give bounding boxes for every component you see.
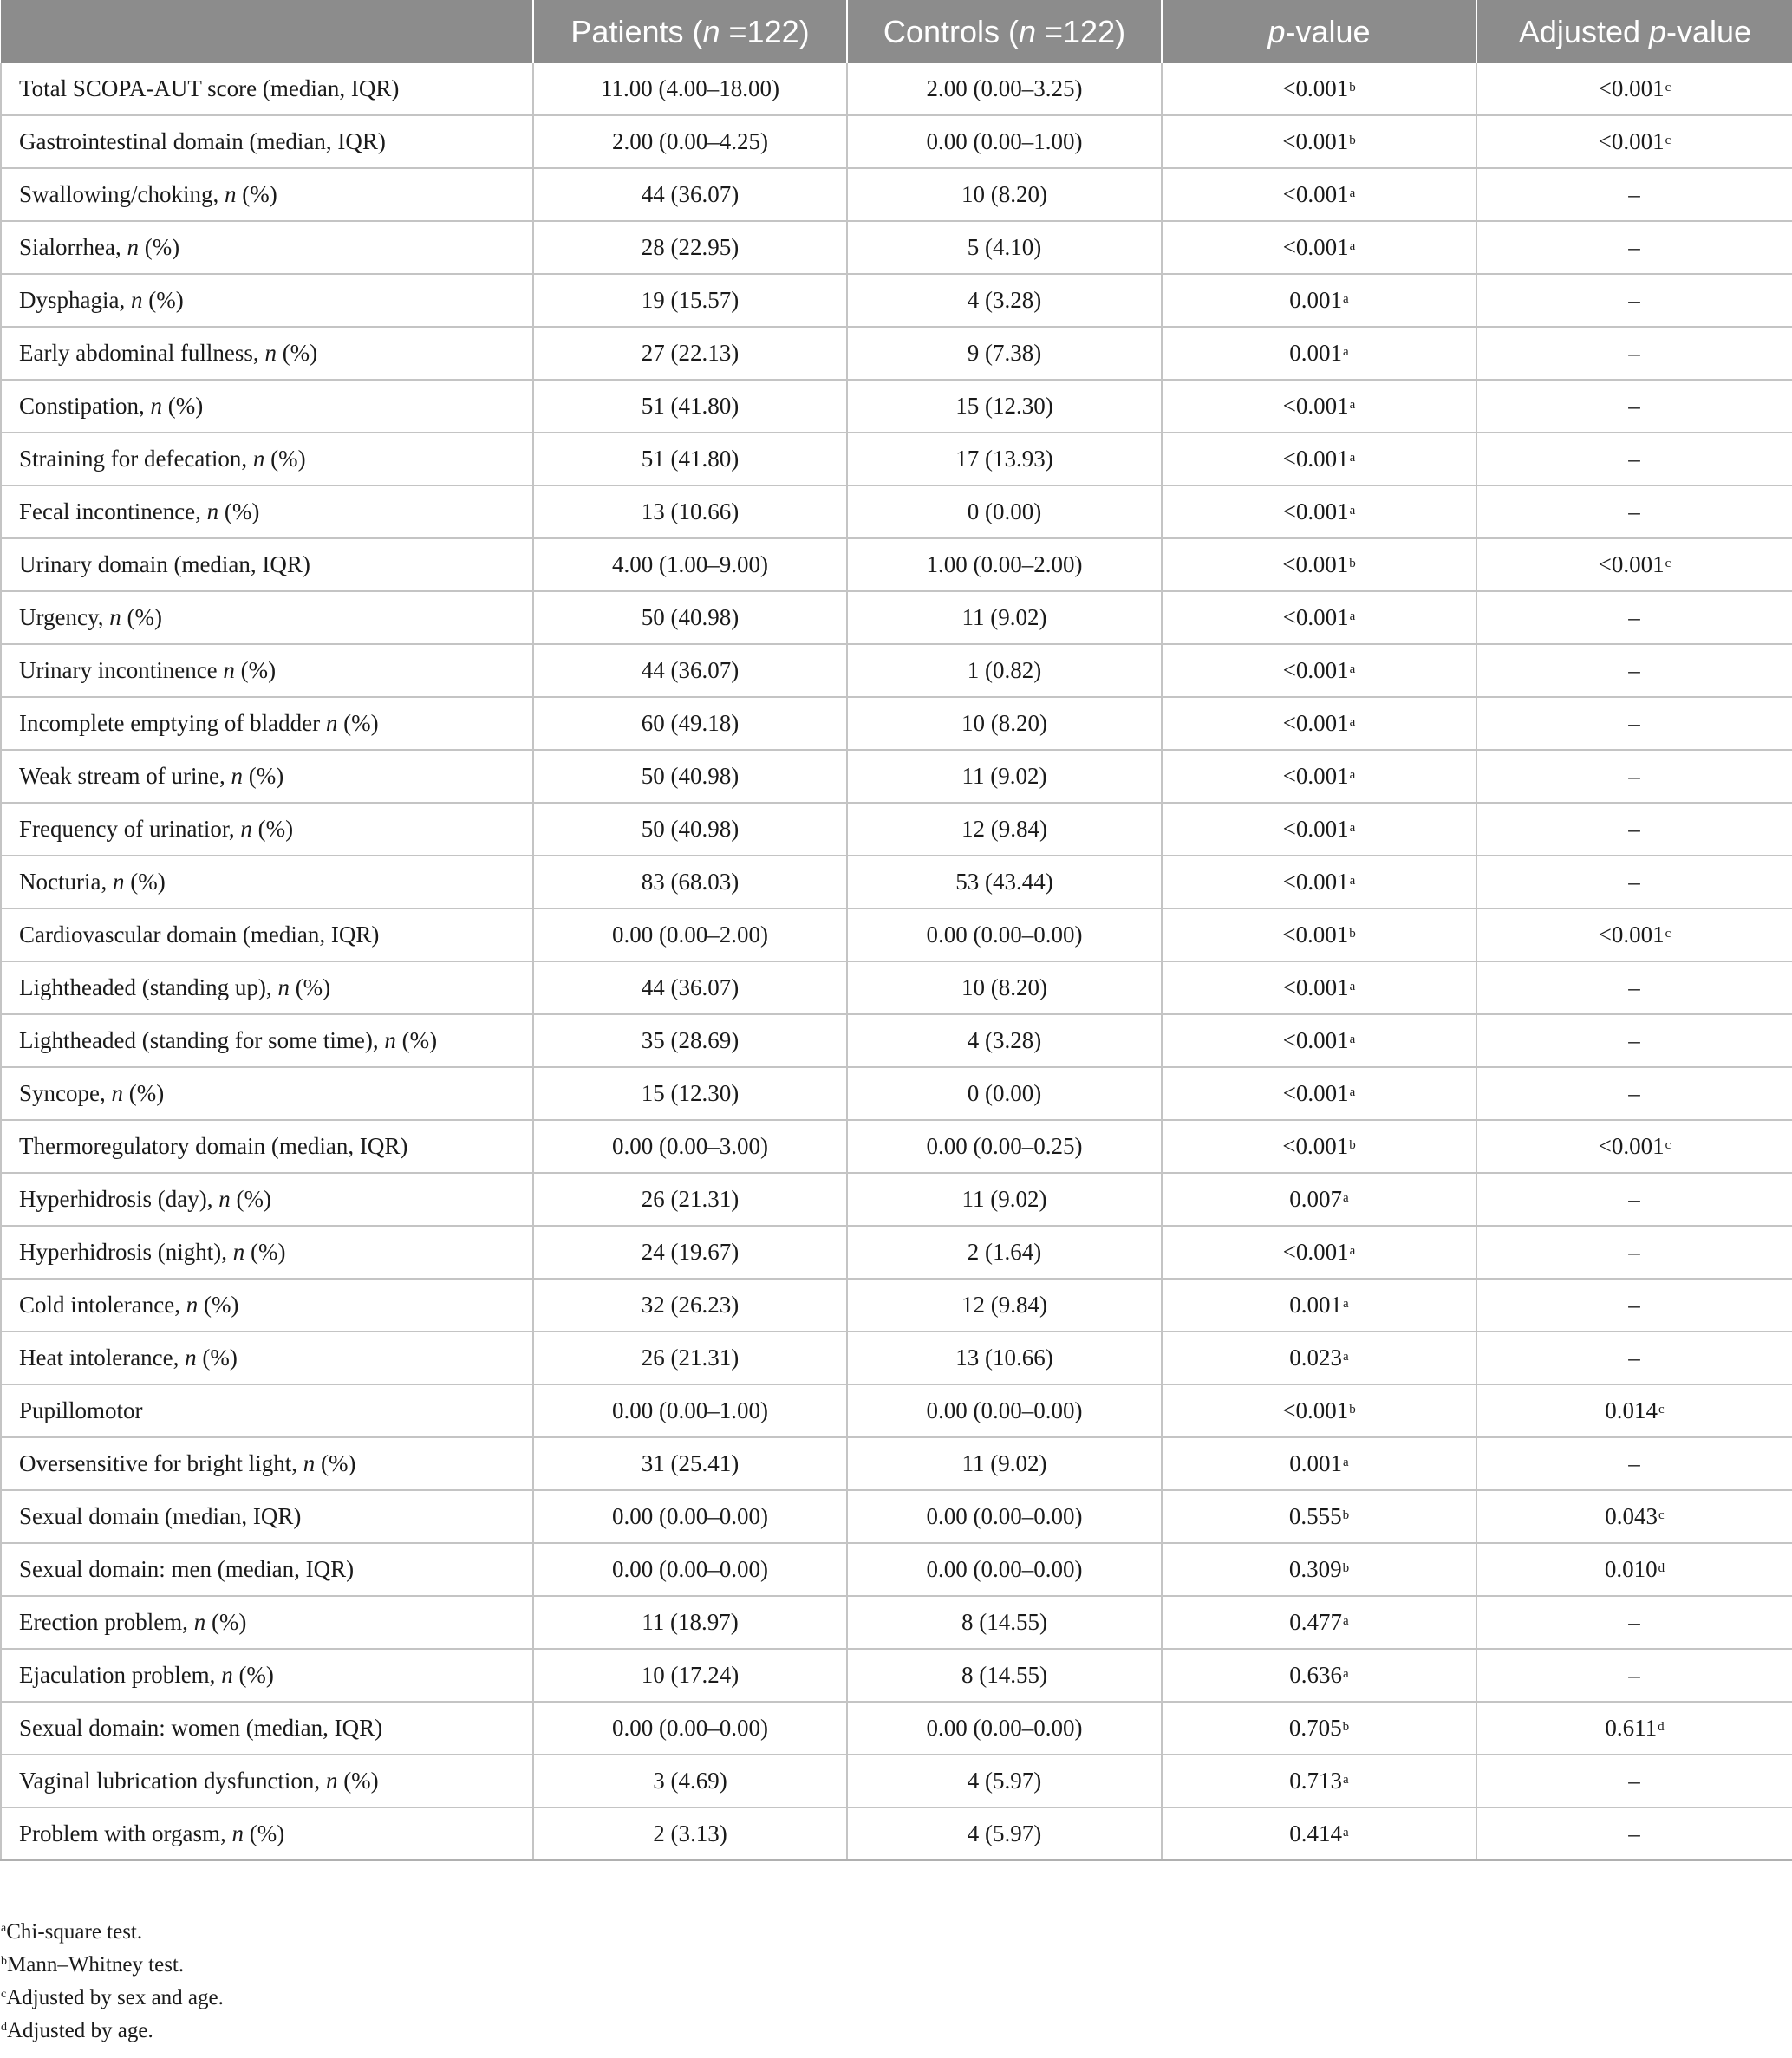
controls-value: 12 (9.84): [847, 1279, 1162, 1332]
adjusted-p-value: –: [1476, 1649, 1792, 1702]
adjusted-p-value: 0.043$^c$: [1476, 1490, 1792, 1543]
controls-value: 0.00 (0.00–0.25): [847, 1120, 1162, 1173]
table-row: [1, 1226, 1792, 1279]
controls-value: 2 (1.64): [847, 1226, 1162, 1279]
patients-value: 26 (21.31): [533, 1332, 847, 1384]
header-adjusted-p-value: Adjusted p-value: [1476, 0, 1792, 63]
adjusted-p-value: –: [1476, 856, 1792, 909]
p-value: 0.713$^a$: [1162, 1755, 1476, 1807]
p-value: 0.414$^a$: [1162, 1807, 1476, 1860]
p-value: <0.001$^b$: [1162, 115, 1476, 168]
patients-value: 51 (41.80): [533, 433, 847, 485]
patients-value: 15 (12.30): [533, 1067, 847, 1120]
controls-value: 0.00 (0.00–1.00): [847, 115, 1162, 168]
table-row: [1, 1807, 1792, 1860]
footnote: $^d$Adjusted by age.: [1, 2019, 153, 2042]
row-label: Hyperhidrosis (night), n (%): [1, 1226, 533, 1279]
adjusted-p-value: –: [1476, 327, 1792, 380]
p-value: <0.001$^a$: [1162, 1014, 1476, 1067]
row-label: Total SCOPA-AUT score (median, IQR): [1, 63, 533, 115]
row-label: Early abdominal fullness, n (%): [1, 327, 533, 380]
table-row: [1, 909, 1792, 961]
patients-value: 0.00 (0.00–0.00): [533, 1490, 847, 1543]
row-label: Cardiovascular domain (median, IQR): [1, 909, 533, 961]
table-row: [1, 63, 1792, 115]
patients-value: 4.00 (1.00–9.00): [533, 538, 847, 591]
patients-value: 0.00 (0.00–1.00): [533, 1384, 847, 1437]
adjusted-p-value: –: [1476, 1596, 1792, 1649]
controls-value: 4 (5.97): [847, 1807, 1162, 1860]
p-value: 0.309$^b$: [1162, 1543, 1476, 1596]
table-row: [1, 1490, 1792, 1543]
p-value: 0.001$^a$: [1162, 274, 1476, 327]
table-row: [1, 856, 1792, 909]
patients-value: 50 (40.98): [533, 591, 847, 644]
header-patients: Patients (n =122): [533, 0, 847, 63]
controls-value: 0.00 (0.00–0.00): [847, 1384, 1162, 1437]
table-row: [1, 327, 1792, 380]
table-row: [1, 697, 1792, 750]
p-value: <0.001$^a$: [1162, 856, 1476, 909]
controls-value: 0 (0.00): [847, 485, 1162, 538]
controls-value: 12 (9.84): [847, 803, 1162, 856]
controls-value: 8 (14.55): [847, 1596, 1162, 1649]
p-value: <0.001$^b$: [1162, 1384, 1476, 1437]
row-label: Urinary domain (median, IQR): [1, 538, 533, 591]
p-value: <0.001$^a$: [1162, 433, 1476, 485]
controls-value: 17 (13.93): [847, 433, 1162, 485]
patients-value: 11.00 (4.00–18.00): [533, 63, 847, 115]
patients-value: 26 (21.31): [533, 1173, 847, 1226]
p-value: <0.001$^a$: [1162, 380, 1476, 433]
table-row: [1, 1437, 1792, 1490]
table-row: [1, 1596, 1792, 1649]
controls-value: 1 (0.82): [847, 644, 1162, 697]
row-label: Swallowing/choking, n (%): [1, 168, 533, 221]
controls-value: 9 (7.38): [847, 327, 1162, 380]
p-value: 0.705$^b$: [1162, 1702, 1476, 1755]
table-row: [1, 803, 1792, 856]
patients-value: 10 (17.24): [533, 1649, 847, 1702]
patients-value: 83 (68.03): [533, 856, 847, 909]
controls-value: 0.00 (0.00–0.00): [847, 1702, 1162, 1755]
p-value: <0.001$^b$: [1162, 909, 1476, 961]
controls-value: 0.00 (0.00–0.00): [847, 909, 1162, 961]
controls-value: 8 (14.55): [847, 1649, 1162, 1702]
row-label: Weak stream of urine, n (%): [1, 750, 533, 803]
controls-value: 11 (9.02): [847, 1173, 1162, 1226]
patients-value: 28 (22.95): [533, 221, 847, 274]
header-label-col: [1, 0, 533, 63]
table-row: [1, 115, 1792, 168]
adjusted-p-value: –: [1476, 380, 1792, 433]
row-label: Problem with orgasm, n (%): [1, 1807, 533, 1860]
controls-value: 53 (43.44): [847, 856, 1162, 909]
table-row: [1, 1649, 1792, 1702]
row-label: Thermoregulatory domain (median, IQR): [1, 1120, 533, 1173]
row-label: Sexual domain: men (median, IQR): [1, 1543, 533, 1596]
p-value: <0.001$^a$: [1162, 961, 1476, 1014]
p-value: 0.555$^b$: [1162, 1490, 1476, 1543]
table-row: [1, 644, 1792, 697]
p-value: <0.001$^a$: [1162, 591, 1476, 644]
row-label: Gastrointestinal domain (median, IQR): [1, 115, 533, 168]
p-value: <0.001$^b$: [1162, 538, 1476, 591]
table-row: [1, 1543, 1792, 1596]
row-label: Sexual domain (median, IQR): [1, 1490, 533, 1543]
row-label: Oversensitive for bright light, n (%): [1, 1437, 533, 1490]
header-p-value: p-value: [1162, 0, 1476, 63]
p-value: 0.636$^a$: [1162, 1649, 1476, 1702]
adjusted-p-value: –: [1476, 1332, 1792, 1384]
p-value: <0.001$^a$: [1162, 750, 1476, 803]
patients-value: 44 (36.07): [533, 168, 847, 221]
row-label: Incomplete emptying of bladder n (%): [1, 697, 533, 750]
table-row: [1, 1173, 1792, 1226]
table-row: [1, 1014, 1792, 1067]
adjusted-p-value: –: [1476, 485, 1792, 538]
controls-value: 10 (8.20): [847, 697, 1162, 750]
row-label: Sialorrhea, n (%): [1, 221, 533, 274]
table-row: [1, 961, 1792, 1014]
table-header-row: [1, 0, 1792, 63]
p-value: <0.001$^a$: [1162, 221, 1476, 274]
footnote: $^a$Chi-square test.: [1, 1920, 143, 1944]
footnotes: [0, 1916, 224, 2048]
controls-value: 11 (9.02): [847, 750, 1162, 803]
table-body: [1, 63, 1792, 1860]
table-row: [1, 538, 1792, 591]
patients-value: 0.00 (0.00–3.00): [533, 1120, 847, 1173]
adjusted-p-value: 0.611$^d$: [1476, 1702, 1792, 1755]
p-value: <0.001$^a$: [1162, 697, 1476, 750]
patients-value: 32 (26.23): [533, 1279, 847, 1332]
patients-value: 2 (3.13): [533, 1807, 847, 1860]
table-row: [1, 1755, 1792, 1807]
table-row: [1, 750, 1792, 803]
patients-value: 27 (22.13): [533, 327, 847, 380]
controls-value: 10 (8.20): [847, 168, 1162, 221]
controls-value: 11 (9.02): [847, 591, 1162, 644]
row-label: Lightheaded (standing for some time), n (%): [1, 1014, 533, 1067]
adjusted-p-value: –: [1476, 1437, 1792, 1490]
table-row: [1, 485, 1792, 538]
table-row: [1, 591, 1792, 644]
patients-value: 50 (40.98): [533, 803, 847, 856]
table-row: [1, 1120, 1792, 1173]
adjusted-p-value: <0.001$^c$: [1476, 538, 1792, 591]
controls-value: 1.00 (0.00–2.00): [847, 538, 1162, 591]
row-label: Dysphagia, n (%): [1, 274, 533, 327]
controls-value: 4 (5.97): [847, 1755, 1162, 1807]
header-controls: Controls (n =122): [847, 0, 1162, 63]
p-value: <0.001$^a$: [1162, 644, 1476, 697]
patients-value: 31 (25.41): [533, 1437, 847, 1490]
adjusted-p-value: –: [1476, 1755, 1792, 1807]
row-label: Erection problem, n (%): [1, 1596, 533, 1649]
footnote: $^b$Mann–Whitney test.: [1, 1953, 185, 1977]
p-value: 0.001$^a$: [1162, 1437, 1476, 1490]
patients-value: 50 (40.98): [533, 750, 847, 803]
p-value: 0.007$^a$: [1162, 1173, 1476, 1226]
adjusted-p-value: 0.014$^c$: [1476, 1384, 1792, 1437]
adjusted-p-value: –: [1476, 433, 1792, 485]
row-label: Hyperhidrosis (day), n (%): [1, 1173, 533, 1226]
adjusted-p-value: –: [1476, 803, 1792, 856]
controls-value: 4 (3.28): [847, 274, 1162, 327]
p-value: <0.001$^a$: [1162, 803, 1476, 856]
row-label: Vaginal lubrication dysfunction, n (%): [1, 1755, 533, 1807]
p-value: <0.001$^b$: [1162, 1120, 1476, 1173]
row-label: Cold intolerance, n (%): [1, 1279, 533, 1332]
controls-value: 13 (10.66): [847, 1332, 1162, 1384]
table-row: [1, 168, 1792, 221]
row-label: Sexual domain: women (median, IQR): [1, 1702, 533, 1755]
adjusted-p-value: 0.010$^d$: [1476, 1543, 1792, 1596]
adjusted-p-value: <0.001$^c$: [1476, 1120, 1792, 1173]
table-row: [1, 274, 1792, 327]
p-value: <0.001$^a$: [1162, 168, 1476, 221]
table-row: [1, 1384, 1792, 1437]
footnote: $^c$Adjusted by sex and age.: [1, 1986, 224, 2009]
p-value: 0.023$^a$: [1162, 1332, 1476, 1384]
row-label: Urgency, n (%): [1, 591, 533, 644]
p-value: <0.001$^a$: [1162, 485, 1476, 538]
patients-value: 44 (36.07): [533, 644, 847, 697]
patients-value: 0.00 (0.00–0.00): [533, 1543, 847, 1596]
row-label: Lightheaded (standing up), n (%): [1, 961, 533, 1014]
adjusted-p-value: –: [1476, 697, 1792, 750]
adjusted-p-value: –: [1476, 221, 1792, 274]
patients-value: 35 (28.69): [533, 1014, 847, 1067]
patients-value: 24 (19.67): [533, 1226, 847, 1279]
row-label: Nocturia, n (%): [1, 856, 533, 909]
controls-value: 15 (12.30): [847, 380, 1162, 433]
table-row: [1, 221, 1792, 274]
adjusted-p-value: –: [1476, 961, 1792, 1014]
adjusted-p-value: –: [1476, 1014, 1792, 1067]
table-row: [1, 380, 1792, 433]
patients-value: 0.00 (0.00–0.00): [533, 1702, 847, 1755]
controls-value: 0 (0.00): [847, 1067, 1162, 1120]
p-value: 0.477$^a$: [1162, 1596, 1476, 1649]
row-label: Heat intolerance, n (%): [1, 1332, 533, 1384]
p-value: 0.001$^a$: [1162, 327, 1476, 380]
row-label: Straining for defecation, n (%): [1, 433, 533, 485]
adjusted-p-value: –: [1476, 1807, 1792, 1860]
controls-value: 4 (3.28): [847, 1014, 1162, 1067]
adjusted-p-value: –: [1476, 1279, 1792, 1332]
table-row: [1, 433, 1792, 485]
patients-value: 13 (10.66): [533, 485, 847, 538]
p-value: <0.001$^b$: [1162, 63, 1476, 115]
row-label: Urinary incontinence n (%): [1, 644, 533, 697]
patients-value: 3 (4.69): [533, 1755, 847, 1807]
adjusted-p-value: –: [1476, 591, 1792, 644]
row-label: Frequency of urinatior, n (%): [1, 803, 533, 856]
patients-value: 51 (41.80): [533, 380, 847, 433]
row-label: Pupillomotor: [1, 1384, 533, 1437]
adjusted-p-value: –: [1476, 1067, 1792, 1120]
controls-value: 11 (9.02): [847, 1437, 1162, 1490]
row-label: Fecal incontinence, n (%): [1, 485, 533, 538]
adjusted-p-value: <0.001$^c$: [1476, 115, 1792, 168]
table-row: [1, 1332, 1792, 1384]
row-label: Ejaculation problem, n (%): [1, 1649, 533, 1702]
p-value: <0.001$^a$: [1162, 1067, 1476, 1120]
controls-value: 0.00 (0.00–0.00): [847, 1490, 1162, 1543]
controls-value: 0.00 (0.00–0.00): [847, 1543, 1162, 1596]
adjusted-p-value: –: [1476, 644, 1792, 697]
row-label: Syncope, n (%): [1, 1067, 533, 1120]
controls-value: 5 (4.10): [847, 221, 1162, 274]
patients-value: 44 (36.07): [533, 961, 847, 1014]
patients-value: 19 (15.57): [533, 274, 847, 327]
adjusted-p-value: <0.001$^c$: [1476, 909, 1792, 961]
patients-value: 2.00 (0.00–4.25): [533, 115, 847, 168]
adjusted-p-value: –: [1476, 1226, 1792, 1279]
patients-value: 60 (49.18): [533, 697, 847, 750]
adjusted-p-value: –: [1476, 274, 1792, 327]
patients-value: 11 (18.97): [533, 1596, 847, 1649]
adjusted-p-value: –: [1476, 1173, 1792, 1226]
row-label: Constipation, n (%): [1, 380, 533, 433]
adjusted-p-value: –: [1476, 750, 1792, 803]
patients-value: 0.00 (0.00–2.00): [533, 909, 847, 961]
table-row: [1, 1702, 1792, 1755]
adjusted-p-value: <0.001$^c$: [1476, 63, 1792, 115]
p-value: 0.001$^a$: [1162, 1279, 1476, 1332]
p-value: <0.001$^a$: [1162, 1226, 1476, 1279]
controls-value: 10 (8.20): [847, 961, 1162, 1014]
table-row: [1, 1067, 1792, 1120]
adjusted-p-value: –: [1476, 168, 1792, 221]
table-row: [1, 1279, 1792, 1332]
controls-value: 2.00 (0.00–3.25): [847, 63, 1162, 115]
